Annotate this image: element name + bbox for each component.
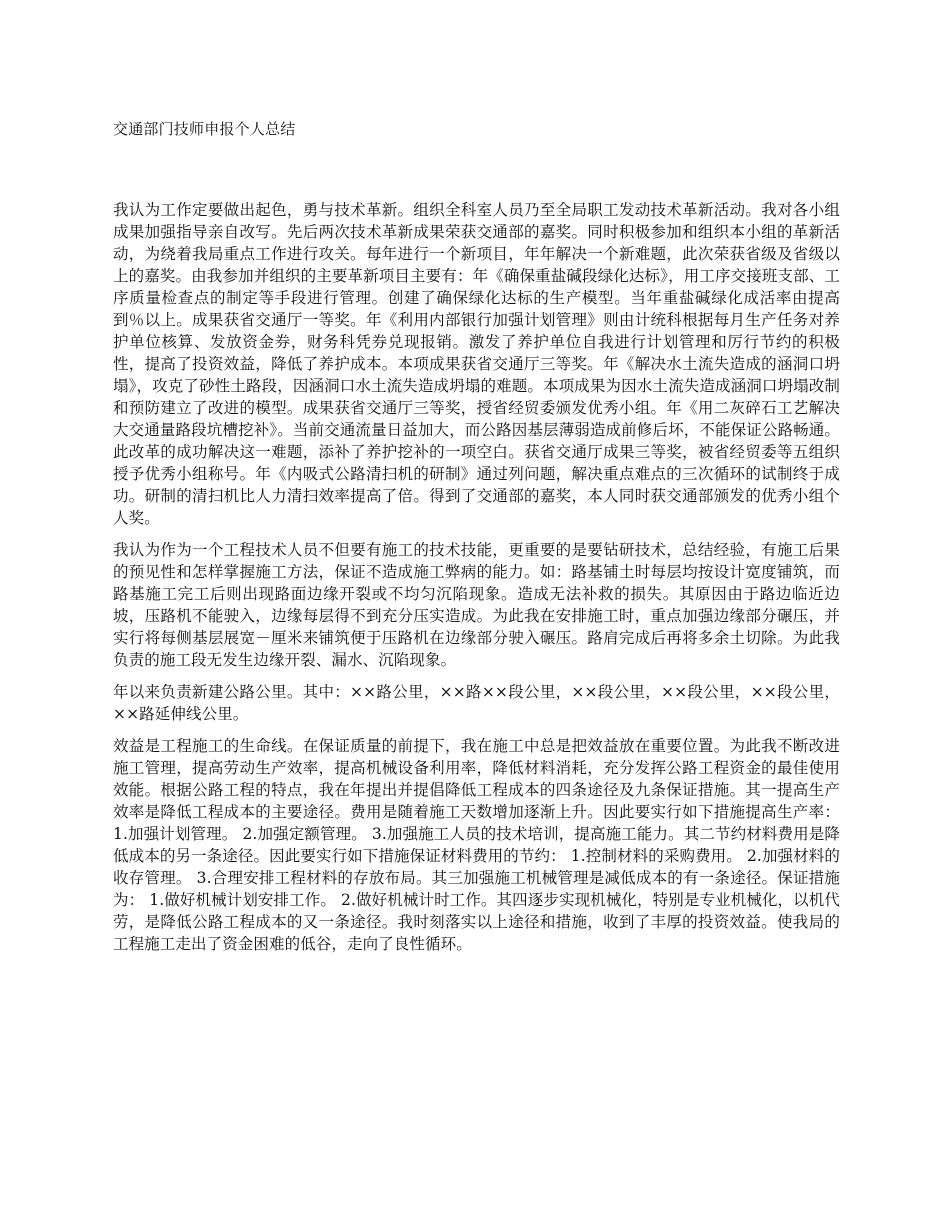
paragraph-technical-skills: 我认为作为一个工程技术人员不但要有施工的技术技能，更重要的是要钻研技术，总结经验，有施工后果的预见性和怎样掌握施工方法，保证不造成施工弊病的能力。如：路基铺土时每层均按设计宽度铺筑，而路基施工完工后则出现路面边缘开裂或不均匀沉陷现象。造成无法补救的损失。其原因由于路边临近边坡，压路机不能驶入，边缘每层得不到充分压实造成。为此我在安排施工时，重点加强边缘部分碾压，并实行将每侧基层展宽－厘米来铺筑便于压路机在边缘部分驶入碾压。路肩完成后再将多余土切除。为此我负责的施工段无发生边缘开裂、漏水、沉陷现象。 <box>113 541 840 669</box>
document-title: 交通部门技师申报个人总结 <box>113 120 296 138</box>
document-body <box>113 199 840 955</box>
paragraph-cost-efficiency: 效益是工程施工的生命线。在保证质量的前提下，我在施工中总是把效益放在重要位置。为此我不断改进施工管理，提高劳动生产效率，提高机械设备利用率，降低材料消耗，充分发挥公路工程资金的最佳使用效能。根据公路工程的特点，我在年提出并提倡降低工程成本的四条途径及九条保证措施。其一提高生产效率是降低工程成本的主要途径。费用是随着施工天数增加逐渐上升。因此要实行如下措施提高生产率： 1.加强计划管理。 2.加强定额管理。 3.加强施工人员的技术培训，提高施工能力。其二节约材料费用是降低成本的另一条途径。因此要实行如下措施保证材料费用的节约： 1.控制材料的采购费用。 2.加强材料的收存管理。 3.合理安排工程材料的存放布局。其三加强施工机械管理是减低成本的有一条途径。保证措施为： 1.做好机械计划安排工作。 2.做好机械计时工作。其四逐步实现机械化，特别是专业机械化，以机代劳，是降低公路工程成本的又一条途径。我时刻落实以上途径和措施，收到了丰厚的投资效益。使我局的工程施工走出了资金困难的低谷，走向了良性循环。 <box>113 737 840 953</box>
document-page <box>113 118 840 965</box>
paragraph-road-construction: 年以来负责新建公路公里。其中：××路公里，××路××段公里，××段公里，××段公里，××段公里，××路延伸线公里。 <box>113 683 840 723</box>
paragraph-technical-innovation: 我认为工作定要做出起色，勇与技术革新。组织全科室人员乃至全局职工发动技术革新活动。我对各小组成果加强指导亲自改写。先后两次技术革新成果荣获交通部的嘉奖。同时积极参加和组织本小组的革新活动，为绕着我局重点工作进行攻关。每年进行一个新项目，年年解决一个新难题，此次荣获省级及省级以上的嘉奖。由我参加并组织的主要革新项目主要有：年《确保重盐碱段绿化达标》，用工序交接班支部、工序质量检查点的制定等手段进行管理。创建了确保绿化达标的生产模型。当年重盐碱绿化成活率由提高到％以上。成果获省交通厅一等奖。年《利用内部银行加强计划管理》则由计统科根据每月生产任务对养护单位核算、发放资金券，财务科凭券兑现报销。激发了养护单位自我进行计划管理和厉行节约的积极性，提高了投资效益，降低了养护成本。本项成果获省交通厅三等奖。年《解决水土流失造成的涵洞口坍塌》，攻克了砂性土路段，因涵洞口水土流失造成坍塌的难题。本项成果为因水土流失造成涵洞口坍塌改制和预防建立了改进的模型。成果获省交通厅三等奖，授省经贸委颁发优秀小组。年《用二灰碎石工艺解决大交通量路段坑槽挖补》。当前交通流量日益加大，而公路因基层薄弱造成前修后坏，不能保证公路畅通。此改革的成功解决这一难题，添补了养护挖补的一项空白。获省交通厅成果三等奖，被省经贸委等五组织授予优秀小组称号。年《内吸式公路清扫机的研制》通过列问题，解决重点难点的三次循环的试制终于成功。研制的清扫机比人力清扫效率提高了倍。得到了交通部的嘉奖，本人同时获交通部颁发的优秀小组个人奖。 <box>113 201 840 527</box>
